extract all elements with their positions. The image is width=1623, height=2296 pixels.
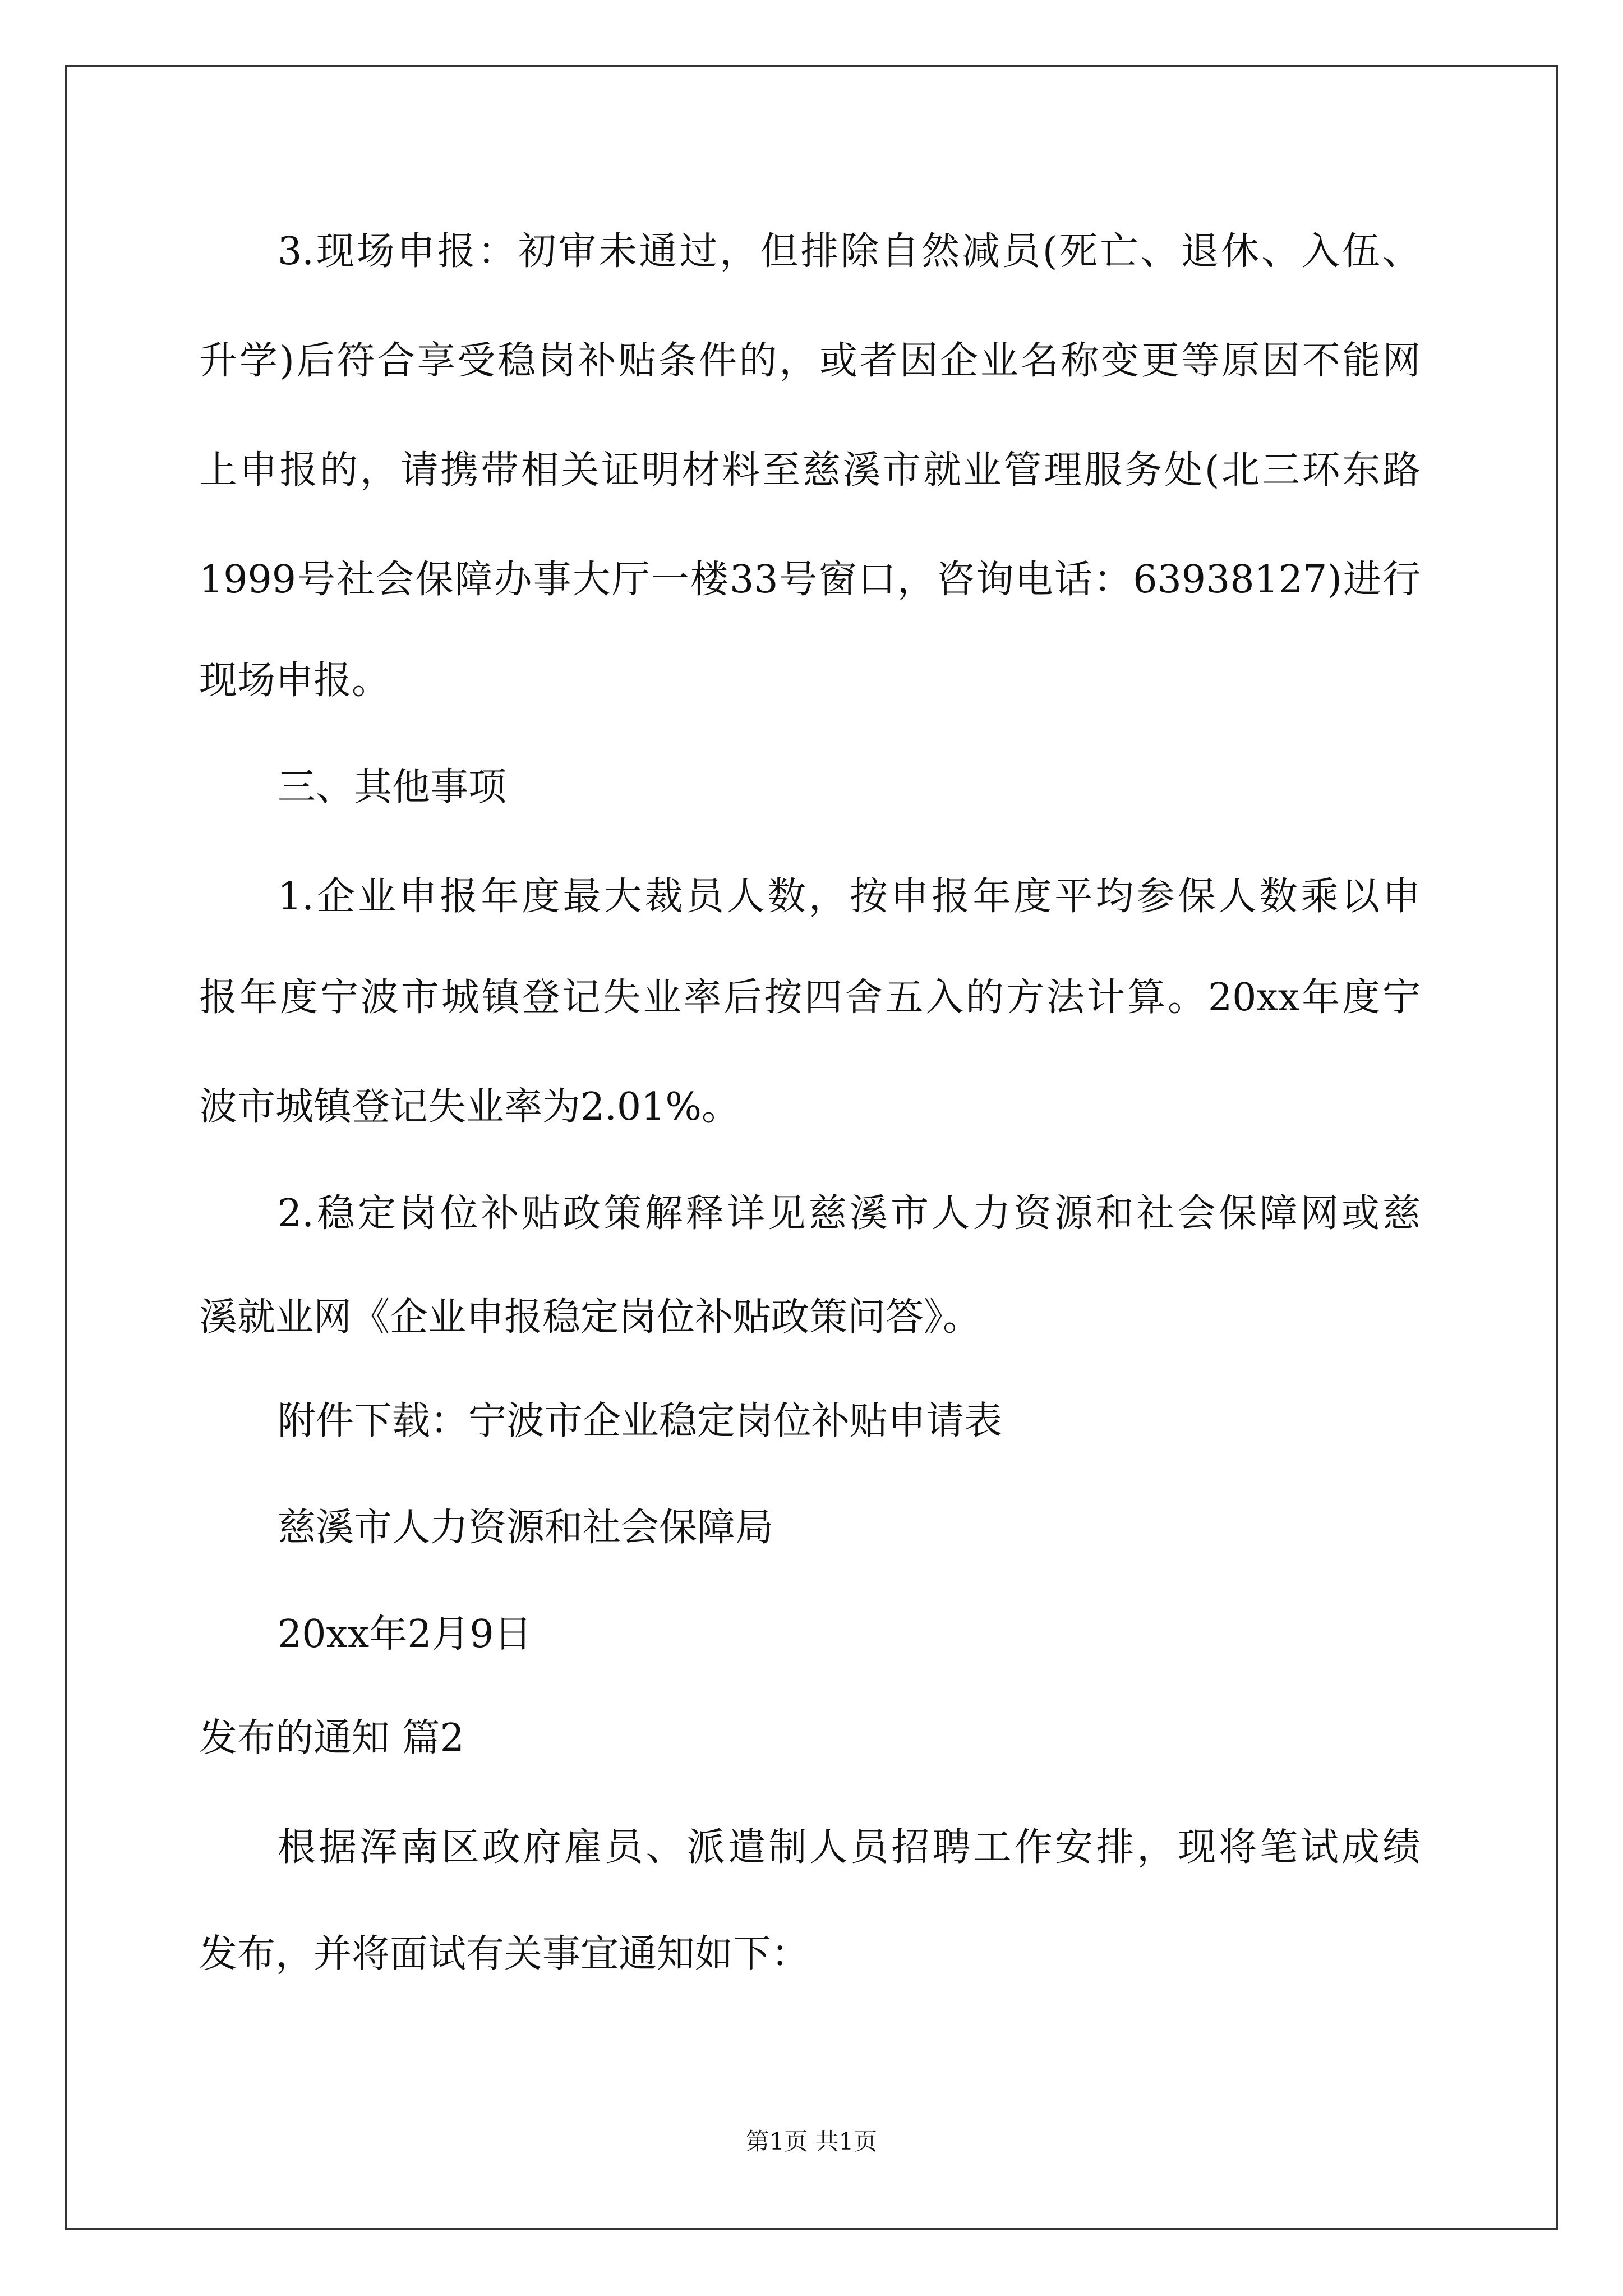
article-heading: 发布的通知 篇2	[199, 1716, 464, 1760]
page-border	[65, 65, 1558, 2230]
attachment-line: 附件下载：宁波市企业稳定岗位补贴申请表	[278, 1399, 1003, 1443]
page-footer: 第1页 共1页	[745, 2128, 878, 2155]
paragraph-line: 上申报的，请携带相关证明材料至慈溪市就业管理服务处(北三环东路	[199, 448, 1421, 493]
paragraph-line: 报年度宁波市城镇登记失业率后按四舍五入的方法计算。20xx年度宁	[199, 976, 1421, 1020]
paragraph-line: 根据浑南区政府雇员、派遣制人员招聘工作安排，现将笔试成绩	[278, 1825, 1421, 1870]
paragraph-line: 3.现场申报：初审未通过，但排除自然减员(死亡、退休、入伍、	[278, 229, 1421, 274]
issue-date: 20xx年2月9日	[278, 1612, 532, 1657]
paragraph-line: 溪就业网《企业申报稳定岗位补贴政策问答》。	[199, 1295, 981, 1340]
paragraph-line: 波市城镇登记失业率为2.01%。	[199, 1085, 740, 1129]
issuer-name: 慈溪市人力资源和社会保障局	[278, 1506, 774, 1550]
paragraph-line: 升学)后符合享受稳岗补贴条件的，或者因企业名称变更等原因不能网	[199, 339, 1421, 383]
paragraph-line: 发布，并将面试有关事宜通知如下：	[199, 1932, 810, 1976]
section-heading: 三、其他事项	[278, 765, 507, 809]
paragraph-line: 现场申报。	[199, 659, 390, 703]
paragraph-line: 1.企业申报年度最大裁员人数，按申报年度平均参保人数乘以申	[278, 875, 1421, 919]
paragraph-line: 1999号社会保障办事大厅一楼33号窗口，咨询电话：63938127)进行	[199, 558, 1421, 602]
paragraph-line: 2.稳定岗位补贴政策解释详见慈溪市人力资源和社会保障网或慈	[278, 1191, 1421, 1236]
